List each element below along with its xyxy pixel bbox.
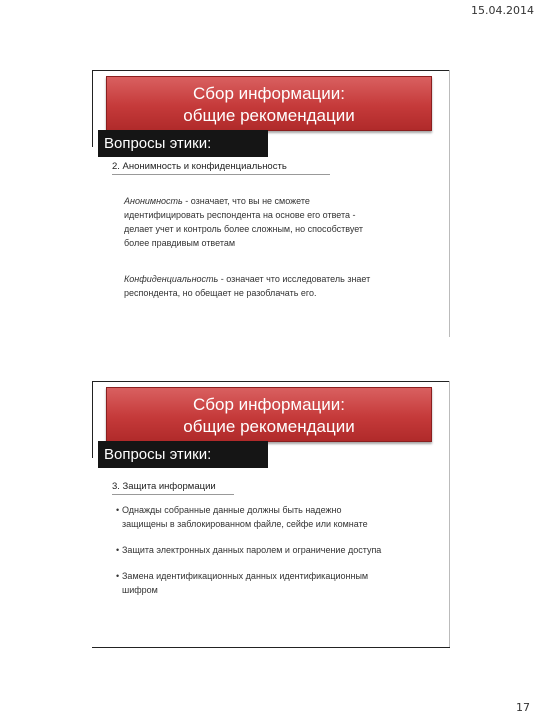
slide-subtitle: Вопросы этики: bbox=[98, 441, 268, 468]
slide-frame-bottom bbox=[92, 647, 450, 648]
bullet-icon: • bbox=[116, 545, 120, 555]
slide-frame-top bbox=[92, 381, 450, 382]
heading-underline bbox=[112, 174, 330, 175]
slide-frame-left bbox=[92, 381, 93, 458]
section-heading: 2. Анонимность и конфиденциальность bbox=[112, 161, 287, 172]
slide-frame-left bbox=[92, 70, 93, 147]
slide-title-line2: общие рекомендации bbox=[183, 417, 355, 436]
slide-1 bbox=[92, 70, 450, 337]
anonymity-paragraph: Анонимность - означает, что вы не сможете идентифицировать респондента на основе его ответа - делает учет и контроль более сложным, но способствует более правдивым ответам bbox=[124, 196, 364, 248]
term-confidentiality: Конфиденциальность bbox=[124, 274, 219, 284]
bullet-icon: • bbox=[116, 571, 120, 581]
slide-frame-right bbox=[449, 70, 450, 337]
slide-subtitle: Вопросы этики: bbox=[98, 130, 268, 157]
page-number: 17 bbox=[516, 701, 530, 714]
term-anonymity: Анонимность bbox=[124, 196, 183, 206]
list-item: • Защита электронных данных паролем и ограничение доступа bbox=[116, 545, 382, 555]
slide-title-line1: Сбор информации: bbox=[192, 395, 346, 414]
slide-frame-right bbox=[449, 381, 450, 648]
section-heading: 3. Защита информации bbox=[112, 481, 216, 492]
header-date: 15.04.2014 bbox=[471, 4, 534, 17]
slide-title-box bbox=[106, 76, 432, 131]
slide-frame-top bbox=[92, 70, 450, 71]
bullet-list bbox=[112, 503, 432, 609]
confidentiality-paragraph: Конфиденциальность - означает что исследователь знает респондента, но обещает не разоблачать его. bbox=[124, 274, 371, 298]
bullet-icon: • bbox=[116, 505, 120, 515]
slide-title-line2: общие рекомендации bbox=[183, 106, 355, 125]
list-item: • Однажды собранные данные должны быть надежно защищены в заблокированном файле, сейфе или комнате bbox=[116, 505, 368, 529]
list-item: • Замена идентификационных данных идентификационным шифром bbox=[116, 571, 369, 595]
heading-underline bbox=[112, 494, 234, 495]
slide-title-box bbox=[106, 387, 432, 442]
slide-title-line1: Сбор информации: bbox=[192, 84, 346, 103]
slide-2 bbox=[92, 381, 450, 648]
